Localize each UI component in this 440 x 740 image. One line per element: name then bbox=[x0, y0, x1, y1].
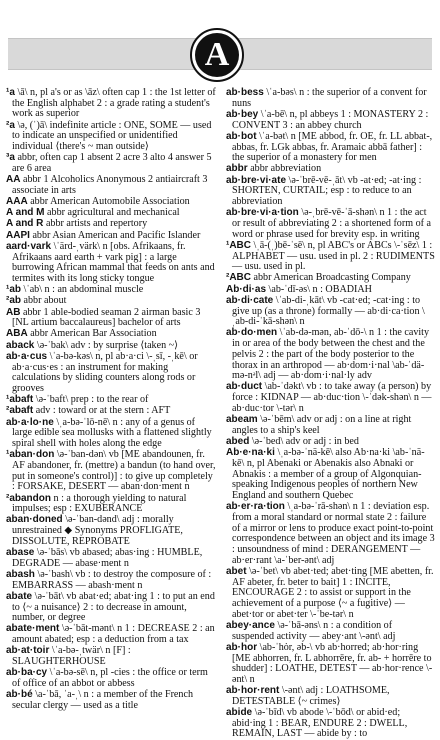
entry-definition: \ˌa-bə-ˈlō-nē\ n : any of a genus of large edible sea mollusks with a flattened slightly spiral shell with holes along the edge bbox=[12, 416, 212, 449]
dictionary-entry bbox=[226, 686, 436, 707]
entry-headword: AAPI bbox=[6, 229, 30, 241]
entry-headword: ab·bot bbox=[226, 130, 257, 142]
entry-definition: \ab-ˈdī-əs\ n : OBADIAH bbox=[268, 283, 372, 295]
dictionary-entry bbox=[6, 153, 216, 174]
entry-headword: abate bbox=[6, 590, 33, 602]
dictionary-entry bbox=[226, 437, 436, 448]
entry-headword: abed bbox=[226, 436, 250, 447]
dictionary-entry bbox=[6, 515, 216, 547]
entry-definition: \ə-ˈbāt\ vb abat·ed; abat·ing 1 : to put an end to ⟨~ a nuisance⟩ 2 : to decrease in amount, number, or degree bbox=[12, 590, 215, 624]
dictionary-entry bbox=[226, 241, 436, 273]
entry-definition: \ˈa-bəs\ n : the superior of a convent for nuns bbox=[232, 87, 427, 109]
entry-definition: \ˈa-bə-sē\ n, pl -cies : the office or term of office of an abbot or abbess bbox=[12, 667, 208, 689]
entry-definition: \ˈab-də-mən, ab-ˈdō-\ n 1 : the cavity in or area of the body between the chest and the pelvis 2 : the part of the body posterior to the thorax in an arthropod — ab·dom·i·nal \ab-ˈdä-mə-nᵊl\ adj — ab·dom·i·nal·ly adv bbox=[232, 327, 430, 382]
entry-headword: ab·er·ra·tion bbox=[226, 501, 285, 513]
entry-definition: \ˈa-bət\ n [ME abbod, fr. OE, fr. LL abbat-, abbas, fr. LGk abbas, fr. Aramaic abbā father] : the superior of a monastery for men bbox=[232, 130, 433, 164]
dictionary-entry bbox=[6, 450, 216, 493]
entry-definition: \ə-ˈbed\ adv or adj : in bed bbox=[251, 436, 359, 447]
entry-headword: ²ABC bbox=[226, 272, 251, 284]
dictionary-entry bbox=[6, 208, 216, 219]
entry-headword: A and M bbox=[6, 207, 45, 219]
entry-definition: \-ənt\ adj : LOATHSOME, DETESTABLE ⟨~ crimes⟩ bbox=[232, 685, 390, 707]
entry-definition: \ˈa-bə-kəs\ n, pl ab·a·ci \-ˌsī, -ˌkē\ or ab·a·cus·es : an instrument for making calculations by sliding counters along rods or grooves bbox=[12, 350, 198, 394]
entry-headword: ab·duct bbox=[226, 381, 263, 393]
dictionary-entry bbox=[6, 197, 216, 208]
entry-definition: \ˈa-bē\ n, pl abbeys 1 : MONASTERY 2 : CONVENT 3 : an abbey church bbox=[232, 108, 429, 131]
dictionary-entry bbox=[6, 548, 216, 569]
dictionary-entry bbox=[6, 624, 216, 645]
entry-definition: \a-ˈbā, ˈa-ˌ\ n : a member of the French secular clergy — used as a title bbox=[12, 689, 193, 711]
dictionary-entry bbox=[6, 231, 216, 242]
entry-headword: abbr bbox=[226, 163, 248, 175]
entry-definition: \ab-ˈdəkt\ vb : to take away (a person) by force : KIDNAP — ab·duc·tion \-ˈdək-shən\ n — ab·duc·tor \-tər\ n bbox=[232, 381, 432, 414]
dictionary-entry bbox=[6, 285, 216, 296]
entry-definition: abbr American Automobile Association bbox=[30, 196, 190, 208]
dictionary-entry bbox=[6, 352, 216, 395]
entry-definition: \ˌā-(ˌ)bē-ˈsē\ n, pl ABC's or ABCs \-ˈsēz\ 1 : ALPHABET — usu. used in pl. 2 : RUDIMENTS — usu. used in pl. bbox=[232, 239, 435, 273]
entry-definition: \ˈab\ n : an abdominal muscle bbox=[23, 284, 144, 296]
entry-definition: \ə-ˈban-dənd\ adj : morally unrestrained ◆ Synonyms PROFLIGATE, DISSOLUTE, REPROBATE bbox=[12, 514, 183, 547]
entry-headword: abash bbox=[6, 568, 35, 580]
entry-definition: abbr about bbox=[23, 295, 67, 307]
entry-definition: abbr abbreviation bbox=[250, 163, 322, 175]
entry-definition: abbr American Broadcasting Company bbox=[253, 272, 411, 284]
dictionary-entry bbox=[6, 121, 216, 153]
entry-headword: ²abaft bbox=[6, 405, 34, 417]
section-letter-disc bbox=[195, 33, 239, 77]
entry-definition: adv : toward or at the stern : AFT bbox=[35, 405, 171, 417]
dictionary-entry bbox=[6, 494, 216, 515]
dictionary-entry bbox=[226, 567, 436, 621]
dictionary-entry bbox=[6, 219, 216, 230]
entry-definition: \ˈärd-ˌvärk\ n [obs. Afrikaans, fr. Afrikaans aard earth + vark pig] : a large burrowing African mammal that feeds on ants and termites with its long sticky tongue bbox=[12, 240, 215, 284]
dictionary-entry bbox=[226, 164, 436, 175]
dictionary-entry bbox=[6, 570, 216, 591]
entry-definition: abbr American Bar Association bbox=[30, 328, 157, 340]
dictionary-entry bbox=[226, 502, 436, 566]
dictionary-entry bbox=[226, 176, 436, 208]
dictionary-entry bbox=[6, 341, 216, 352]
dictionary-entry bbox=[6, 668, 216, 689]
dictionary-entry bbox=[226, 132, 436, 164]
dictionary-entry bbox=[6, 308, 216, 329]
entry-headword: ²abandon bbox=[6, 492, 51, 504]
entry-headword: ¹ab bbox=[6, 284, 21, 296]
entry-headword: Ab·di·as bbox=[226, 283, 266, 295]
entry-definition: \ā\ n, pl a's or as \āz\ often cap 1 : the 1st letter of the English alphabet 2 : a grade rating a student's work as superior bbox=[12, 87, 216, 120]
dictionary-entry bbox=[226, 382, 436, 414]
entry-definition: abbr 1 Alcoholics Anonymous 2 antiaircraft 3 associate in arts bbox=[12, 174, 208, 196]
entry-headword: abase bbox=[6, 547, 35, 559]
dictionary-entry bbox=[226, 296, 436, 328]
dictionary-entry bbox=[6, 406, 216, 417]
entry-headword: abide bbox=[226, 707, 253, 719]
dictionary-entry bbox=[6, 418, 216, 450]
dictionary-columns bbox=[6, 87, 436, 740]
dictionary-entry bbox=[6, 592, 216, 624]
entry-definition: \ə-ˈbrē-vē-ˌāt\ vb -at·ed; -at·ing : SHORTEN, CURTAIL; esp : to reduce to an abbreviation bbox=[232, 174, 422, 208]
entry-definition: abbr artists and repertory bbox=[45, 218, 148, 230]
entry-headword: ³a bbox=[6, 152, 15, 164]
dictionary-entry bbox=[226, 415, 436, 436]
entry-headword: ab·hor·rent bbox=[226, 685, 280, 697]
entry-headword: ¹abaft bbox=[6, 394, 34, 406]
dictionary-entry bbox=[226, 621, 436, 642]
entry-headword: ab·at·toir bbox=[6, 645, 50, 657]
right-column bbox=[226, 87, 436, 740]
entry-headword: ab·di·cate bbox=[226, 294, 274, 306]
entry-definition: \ə-ˈbās\ vb abased; abas·ing : HUMBLE, DEGRADE — abase·ment n bbox=[12, 547, 203, 569]
entry-definition: \ə, (ˈ)ā\ indefinite article : ONE, SOME — used to indicate an unspecified or unidentified individual ⟨there's ~ man outside⟩ bbox=[12, 119, 212, 153]
entry-definition: \ə-ˈbēm\ adv or adj : on a line at right angles to a ship's keel bbox=[232, 414, 412, 436]
entry-headword: abet bbox=[226, 565, 247, 577]
entry-headword: A and R bbox=[6, 218, 44, 230]
dictionary-entry bbox=[6, 646, 216, 667]
dictionary-entry bbox=[226, 328, 436, 382]
left-column bbox=[6, 88, 216, 712]
entry-headword: Ab·e·na·ki bbox=[226, 447, 275, 459]
entry-headword: AB bbox=[6, 306, 21, 318]
entry-definition: \ə-ˈbak\ adv : by surprise ⟨taken ~⟩ bbox=[36, 339, 179, 351]
entry-headword: ab·bé bbox=[6, 689, 33, 701]
dictionary-entry bbox=[226, 643, 436, 686]
entry-headword: ab·a·cus bbox=[6, 350, 48, 362]
dictionary-entry bbox=[6, 242, 216, 285]
entry-definition: \ə-ˈbet\ vb abet·ted; abet·ting [ME abetten, fr. AF abeter, fr. beter to bait] 1 : INCITE, ENCOURAGE 2 : to assist or support in the achievement of a purpose ⟨~ a fugitive⟩ — abet·tor or abet·ter \-ˈbe-tər\ n bbox=[232, 565, 434, 620]
dictionary-entry bbox=[6, 395, 216, 406]
entry-definition: \ə-ˈbaft\ prep : to the rear of bbox=[35, 394, 149, 406]
section-letter-badge bbox=[190, 28, 244, 82]
entry-headword: ab·a·lo·ne bbox=[6, 416, 54, 428]
entry-definition: abbr Asian American and Pacific Islander bbox=[32, 229, 201, 241]
dictionary-entry bbox=[6, 296, 216, 307]
entry-definition: \ab-ˈhȯr, əb-\ vb ab·horred; ab·hor·ring [ME abhorren, fr. L abhorrēre, fr. ab- + horrēre to shudder] : LOATHE, DETEST — ab·hor·rence \-ənt\ n bbox=[232, 641, 433, 685]
entry-headword: ab·do·men bbox=[226, 327, 278, 339]
entry-headword: ²ab bbox=[6, 295, 21, 307]
entry-headword: abate·ment bbox=[6, 623, 60, 635]
entry-definition: abbr agricultural and mechanical bbox=[47, 207, 180, 219]
entry-headword: abey·ance bbox=[226, 619, 275, 631]
dictionary-entry bbox=[226, 273, 436, 284]
entry-definition: \ə-ˈbā-əns\ n : a condition of suspended activity — abey·ant \-ənt\ adj bbox=[232, 619, 396, 642]
dictionary-entry bbox=[6, 329, 216, 340]
entry-definition: \ə-ˈbash\ vb : to destroy the composure of : EMBARRASS — abash·ment n bbox=[12, 568, 212, 591]
entry-definition: \ˈa-bə-ˌtwär\ n [F] : SLAUGHTERHOUSE bbox=[12, 645, 131, 668]
dictionary-entry bbox=[6, 88, 216, 120]
dictionary-entry bbox=[226, 448, 436, 502]
entry-definition: \ˌa-bə-ˈnä-kē\ also Ab·na·ki \ab-ˈnä-kē\ n, pl Abenaki or Abenakis also Abnaki or Abnakis : a member of a group of Algonquian-speaking Indigenous peoples of northern New England and southern Quebec bbox=[232, 447, 425, 502]
entry-headword: abeam bbox=[226, 414, 258, 426]
dictionary-entry bbox=[6, 175, 216, 196]
entry-definition: \ə-ˌbrē-vē-ˈā-shən\ n 1 : the act or result of abbreviating 2 : a shortened form of a word or phrase used for brevity esp. in writing bbox=[232, 207, 432, 240]
entry-definition: \ə-ˈbāt-mənt\ n 1 : DECREASE 2 : an amount abated; esp : a deduction from a tax bbox=[12, 623, 215, 646]
dictionary-entry bbox=[226, 88, 436, 109]
entry-headword: ab·ba·cy bbox=[6, 667, 48, 679]
entry-headword: ab·bre·vi·ate bbox=[226, 174, 287, 186]
dictionary-entry bbox=[226, 208, 436, 240]
entry-headword: ab·hor bbox=[226, 641, 258, 653]
entry-definition: n : a thorough yielding to natural impulses; esp : EXUBERANCE bbox=[12, 492, 187, 515]
dictionary-entry bbox=[226, 708, 436, 740]
dictionary-entry bbox=[226, 285, 436, 296]
dictionary-entry bbox=[6, 690, 216, 711]
entry-headword: aban·doned bbox=[6, 514, 63, 526]
entry-headword: AA bbox=[6, 174, 21, 186]
dictionary-entry bbox=[226, 110, 436, 131]
entry-headword: AAA bbox=[6, 196, 28, 208]
entry-definition: abbr 1 able-bodied seaman 2 airman basic 3 [NL artium baccalaureus] bachelor of arts bbox=[12, 306, 201, 329]
entry-headword: ab·bre·vi·a·tion bbox=[226, 207, 299, 219]
entry-definition: abbr, often cap 1 absent 2 acre 3 alto 4 answer 5 are 6 area bbox=[12, 152, 212, 174]
entry-headword: ¹ABC bbox=[226, 239, 251, 251]
entry-headword: aard·vark bbox=[6, 240, 52, 252]
section-letter: A bbox=[204, 36, 230, 73]
entry-definition: \ə-ˈban-dən\ vb [ME abandounen, fr. AF abandoner, fr. (mettre) a bandun (to hand over, put in someone's control)] : to give up completely : FORSAKE, DESERT — aban·don·ment n bbox=[12, 449, 216, 493]
entry-headword: ²a bbox=[6, 119, 15, 131]
entry-definition: \ˈab-di-ˌkāt\ vb -cat·ed; -cat·ing : to give up (as a throne) formally — ab·di·ca·tion \ˌab-di-ˈkā-shən\ n bbox=[232, 294, 425, 328]
entry-headword: ¹a bbox=[6, 87, 15, 98]
entry-definition: \ə-ˈbīd\ vb abode \-ˈbōd\ or abid·ed; abid·ing 1 : BEAR, ENDURE 2 : DWELL, REMAIN, LAST — abide by : to bbox=[232, 707, 408, 740]
entry-headword: aback bbox=[6, 339, 35, 351]
entry-headword: ab·bess bbox=[226, 87, 264, 98]
entry-headword: ab·bey bbox=[226, 108, 259, 120]
entry-headword: ¹aban·don bbox=[6, 449, 55, 461]
entry-definition: \ˌa-bə-ˈrā-shən\ n 1 : deviation esp. from a moral standard or normal state 2 : failure of a mirror or lens to produce exact point-to-point correspondence between an object and its image 3 : unsoundness of mind : DERANGEMENT — ab·er·rant \a-ˈber-ənt\ adj bbox=[232, 501, 435, 566]
entry-headword: ABA bbox=[6, 328, 28, 340]
